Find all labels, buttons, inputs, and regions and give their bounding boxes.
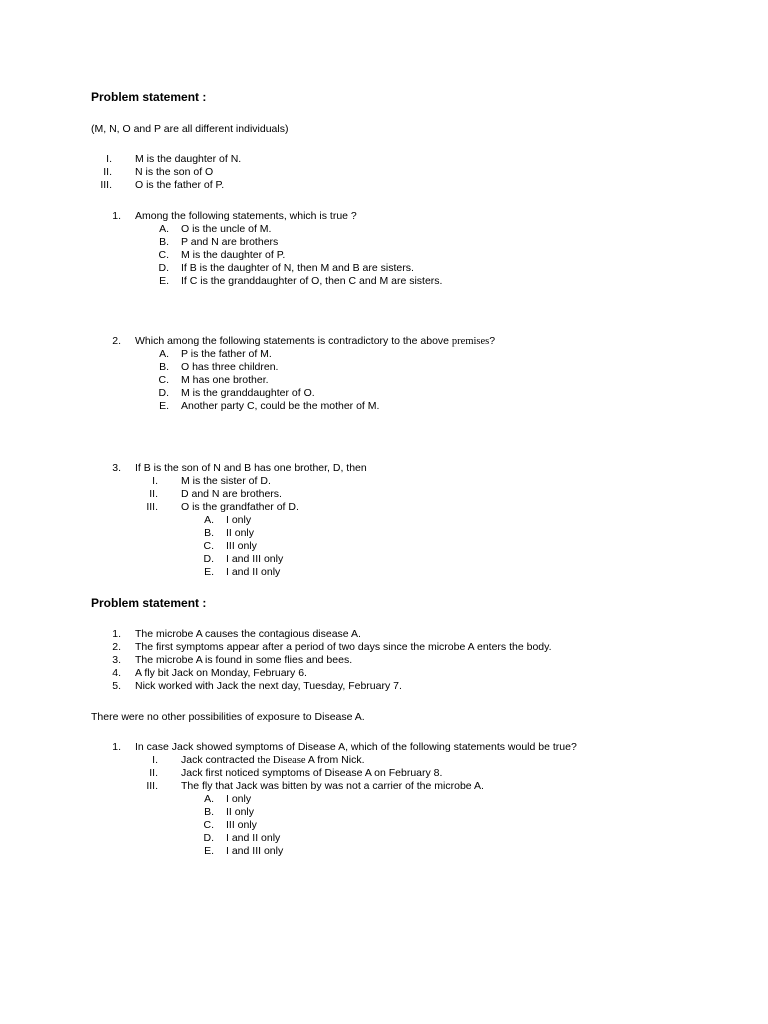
premise-marker: III.: [100, 179, 112, 191]
fact-number: 4.: [112, 667, 121, 679]
option-item: [0, 348, 768, 361]
option-letter: A.: [204, 514, 214, 526]
statement-item: [0, 780, 768, 793]
statement-text: D and N are brothers.: [181, 488, 282, 500]
question-line: [0, 741, 768, 754]
option-letter: D.: [158, 387, 169, 399]
option-text: II only: [226, 806, 255, 818]
option-letter: C.: [203, 540, 214, 552]
option-text: P and N are brothers: [181, 236, 279, 248]
section2-heading: Problem statement :: [91, 596, 207, 610]
fact-text: The microbe A is found in some flies and bees.: [135, 654, 353, 666]
statement-item: [0, 475, 768, 488]
option-item: [0, 223, 768, 236]
option-letter: A.: [159, 223, 169, 235]
question-text: If B is the son of N and B has one brother, D, then: [135, 462, 367, 474]
premise-text: N is the son of O: [135, 166, 214, 178]
fact-item: [0, 628, 768, 641]
option-text: O has three children.: [181, 361, 279, 373]
option-item: [0, 514, 768, 527]
exposure-note: There were no other possibilities of exposure to Disease A.: [91, 711, 365, 723]
option-letter: E.: [159, 275, 169, 287]
fact-number: 2.: [112, 641, 121, 653]
premise-item: [0, 153, 768, 166]
fact-text: The first symptoms appear after a period of two days since the microbe A enters the body.: [135, 641, 552, 653]
fact-number: 5.: [112, 680, 121, 692]
option-item: [0, 400, 768, 413]
statement-item: [0, 767, 768, 780]
option-text: O is the uncle of M.: [181, 223, 272, 235]
option-text: P is the father of M.: [181, 348, 272, 360]
option-text: I and II only: [226, 566, 281, 578]
section1-heading: Problem statement :: [91, 90, 207, 104]
statement-text: O is the grandfather of D.: [181, 501, 299, 513]
option-item: [0, 540, 768, 553]
option-text: III only: [226, 540, 257, 552]
fact-item: [0, 680, 768, 693]
option-letter: E.: [204, 845, 214, 857]
option-letter: B.: [204, 527, 214, 539]
option-text: M is the granddaughter of O.: [181, 387, 315, 399]
fact-text: The microbe A causes the contagious disease A.: [135, 628, 361, 640]
fact-text: A fly bit Jack on Monday, February 6.: [135, 667, 307, 679]
option-item: [0, 236, 768, 249]
option-item: [0, 793, 768, 806]
statement-text: Jack first noticed symptoms of Disease A on February 8.: [181, 767, 443, 779]
question-number: 1.: [112, 741, 121, 753]
option-text: I only: [226, 514, 252, 526]
option-letter: B.: [159, 236, 169, 248]
premise-item: [0, 179, 768, 192]
option-item: [0, 566, 768, 579]
option-item: [0, 262, 768, 275]
option-letter: E.: [159, 400, 169, 412]
question-line: [0, 335, 768, 348]
section1-intro: (M, N, O and P are all different individuals): [91, 123, 289, 135]
premise-item: [0, 166, 768, 179]
option-item: [0, 275, 768, 288]
fact-item: [0, 654, 768, 667]
option-letter: D.: [203, 832, 214, 844]
question-number: 2.: [112, 335, 121, 347]
option-item: [0, 553, 768, 566]
question-number: 1.: [112, 210, 121, 222]
option-text: Another party C, could be the mother of M.: [181, 400, 380, 412]
statement-marker: I.: [152, 754, 158, 766]
option-text: If C is the granddaughter of O, then C and M are sisters.: [181, 275, 443, 287]
question-line: [0, 210, 768, 223]
statement-item: [0, 501, 768, 514]
statement-marker: III.: [146, 501, 158, 513]
statement-marker: III.: [146, 780, 158, 792]
option-letter: A.: [204, 793, 214, 805]
option-letter: B.: [204, 806, 214, 818]
option-item: [0, 361, 768, 374]
statement-text: M is the sister of D.: [181, 475, 271, 487]
option-item: [0, 387, 768, 400]
option-item: [0, 832, 768, 845]
option-item: [0, 249, 768, 262]
option-letter: D.: [203, 553, 214, 565]
option-text: I and III only: [226, 553, 284, 565]
option-text: M is the daughter of P.: [181, 249, 286, 261]
option-letter: C.: [158, 249, 169, 261]
statement-marker: II.: [149, 488, 158, 500]
statement-marker: II.: [149, 767, 158, 779]
fact-item: [0, 667, 768, 680]
question-text: Which among the following statements is contradictory to the above premises?: [135, 335, 496, 347]
question-number: 3.: [112, 462, 121, 474]
option-letter: D.: [158, 262, 169, 274]
option-text: III only: [226, 819, 257, 831]
premise-marker: II.: [103, 166, 112, 178]
option-item: [0, 845, 768, 858]
premise-text: O is the father of P.: [135, 179, 225, 191]
option-letter: B.: [159, 361, 169, 373]
fact-item: [0, 641, 768, 654]
option-item: [0, 806, 768, 819]
option-text: M has one brother.: [181, 374, 269, 386]
statement-marker: I.: [152, 475, 158, 487]
option-text: I and II only: [226, 832, 281, 844]
statement-text: The fly that Jack was bitten by was not a carrier of the microbe A.: [181, 780, 484, 792]
option-letter: E.: [204, 566, 214, 578]
option-item: [0, 819, 768, 832]
question-text: Among the following statements, which is true ?: [135, 210, 357, 222]
statement-item: [0, 488, 768, 501]
option-text: I only: [226, 793, 252, 805]
fact-text: Nick worked with Jack the next day, Tuesday, February 7.: [135, 680, 402, 692]
option-text: I and III only: [226, 845, 284, 857]
fact-number: 3.: [112, 654, 121, 666]
statement-item: [0, 754, 768, 767]
option-item: [0, 374, 768, 387]
premise-text: M is the daughter of N.: [135, 153, 242, 165]
statement-text: Jack contracted the Disease A from Nick.: [181, 754, 365, 766]
option-text: II only: [226, 527, 255, 539]
fact-number: 1.: [112, 628, 121, 640]
option-item: [0, 527, 768, 540]
option-letter: C.: [158, 374, 169, 386]
option-letter: C.: [203, 819, 214, 831]
option-letter: A.: [159, 348, 169, 360]
question-line: [0, 462, 768, 475]
premise-marker: I.: [106, 153, 112, 165]
question-text: In case Jack showed symptoms of Disease A, which of the following statements would be true?: [135, 741, 577, 753]
option-text: If B is the daughter of N, then M and B are sisters.: [181, 262, 414, 274]
